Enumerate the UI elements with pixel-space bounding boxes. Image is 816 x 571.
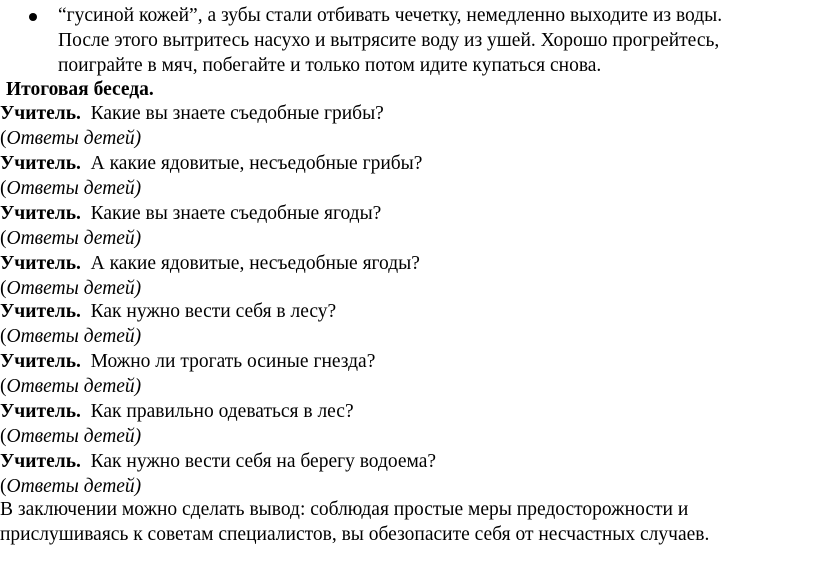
children-answer	[0, 127, 141, 150]
speaker-label: Учитель.	[0, 451, 81, 472]
speaker-label: Учитель.	[0, 153, 81, 174]
speaker-label: Учитель.	[0, 301, 81, 322]
speaker-label: Учитель.	[0, 401, 81, 422]
teacher-question	[0, 152, 422, 175]
answer-text: Ответы детей)	[6, 326, 142, 347]
question-text: Можно ли трогать осиные гнезда?	[90, 351, 376, 372]
question-text: Какие вы знаете съедобные ягоды?	[90, 203, 382, 224]
answer-open-paren: (	[0, 426, 7, 447]
answer-open-paren: (	[0, 326, 7, 347]
question-text: А какие ядовитые, несъедобные ягоды?	[90, 253, 420, 274]
question-text: А какие ядовитые, несъедобные грибы?	[90, 153, 423, 174]
answer-open-paren: (	[0, 278, 7, 299]
speaker-label: Учитель.	[0, 351, 81, 372]
conclusion-line-1: В заключении можно сделать вывод: соблюдая простые меры предосторожности и	[0, 499, 689, 520]
teacher-question	[0, 300, 336, 323]
teacher-question	[0, 450, 436, 473]
children-answer	[0, 375, 141, 398]
teacher-question	[0, 102, 384, 125]
question-text: Как нужно вести себя на берегу водоема?	[90, 451, 437, 472]
answer-text: Ответы детей)	[6, 426, 142, 447]
children-answer	[0, 425, 141, 448]
children-answer	[0, 277, 141, 300]
speaker-label: Учитель.	[0, 253, 81, 274]
answer-open-paren: (	[0, 128, 7, 149]
children-answer	[0, 227, 141, 250]
children-answer	[0, 177, 141, 200]
answer-text: Ответы детей)	[6, 376, 142, 397]
answer-text: Ответы детей)	[6, 476, 142, 497]
children-answer	[0, 325, 141, 348]
section-heading: Итоговая беседа.	[6, 79, 154, 100]
teacher-question	[0, 350, 375, 373]
speaker-label: Учитель.	[0, 203, 81, 224]
teacher-question	[0, 202, 381, 225]
conclusion-line-2: прислушиваясь к советам специалистов, вы обезопасите себя от несчастных случаев.	[0, 524, 710, 545]
children-answer	[0, 475, 141, 498]
answer-text: Ответы детей)	[6, 178, 142, 199]
question-text: Как нужно вести себя в лесу?	[90, 301, 337, 322]
speaker-label: Учитель.	[0, 103, 81, 124]
question-text: Как правильно одеваться в лес?	[90, 401, 354, 422]
answer-text: Ответы детей)	[6, 128, 142, 149]
answer-open-paren: (	[0, 228, 7, 249]
teacher-question	[0, 252, 420, 275]
question-text: Какие вы знаете съедобные грибы?	[90, 103, 384, 124]
answer-open-paren: (	[0, 178, 7, 199]
answer-text: Ответы детей)	[6, 228, 142, 249]
bullet-line-2: После этого вытритесь насухо и вытрясите воду из ушей. Хорошо прогрейтесь,	[58, 30, 720, 51]
bullet-dot-icon	[29, 13, 37, 21]
bullet-line-3: поиграйте в мяч, побегайте и только потом идите купаться снова.	[58, 55, 602, 76]
bullet-line-1: “гусиной кожей”, а зубы стали отбивать чечетку, немедленно выходите из воды.	[58, 5, 723, 26]
answer-open-paren: (	[0, 476, 7, 497]
teacher-question	[0, 400, 354, 423]
answer-open-paren: (	[0, 376, 7, 397]
answer-text: Ответы детей)	[6, 278, 142, 299]
